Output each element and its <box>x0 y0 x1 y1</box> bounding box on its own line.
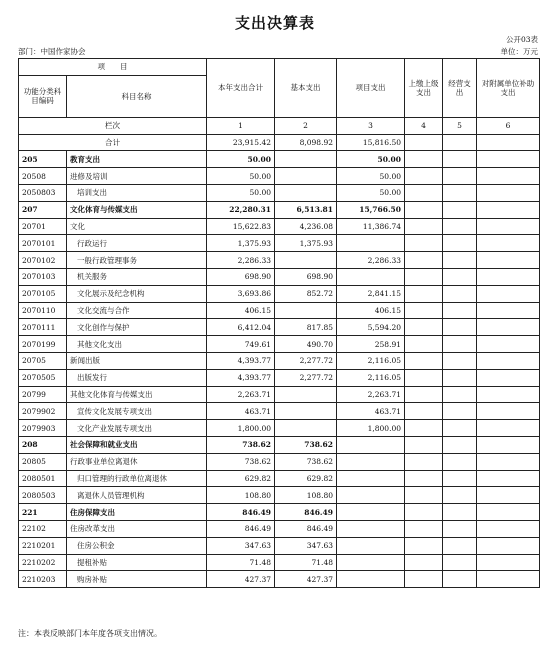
func-code-cell: 2070103 <box>19 268 67 285</box>
amount-cell: 15,766.50 <box>337 201 405 218</box>
amount-cell: 108.80 <box>207 487 275 504</box>
report-meta <box>18 46 538 57</box>
subject-name-cell: 教育支出 <box>67 151 207 168</box>
func-code-cell: 20805 <box>19 453 67 470</box>
table-row <box>19 520 540 537</box>
amount-cell <box>477 453 540 470</box>
amount-cell <box>443 201 477 218</box>
amount-cell <box>443 487 477 504</box>
table-row <box>19 537 540 554</box>
subject-name-cell: 提租补贴 <box>67 554 207 571</box>
func-code-cell: 2210201 <box>19 537 67 554</box>
total-value: 15,816.50 <box>337 134 405 151</box>
amount-cell: 1,800.00 <box>207 420 275 437</box>
amount-cell <box>477 369 540 386</box>
amount-cell: 50.00 <box>337 168 405 185</box>
func-code-cell: 2070505 <box>19 369 67 386</box>
table-row <box>19 554 540 571</box>
amount-cell: 629.82 <box>207 470 275 487</box>
footnote: 注：本表反映部门本年度各项支出情况。 <box>18 629 162 638</box>
amount-cell <box>337 235 405 252</box>
amount-cell <box>443 218 477 235</box>
subject-name-cell: 文化展示及纪念机构 <box>67 285 207 302</box>
func-code-cell: 2079902 <box>19 403 67 420</box>
amount-cell: 406.15 <box>337 302 405 319</box>
amount-cell: 50.00 <box>207 168 275 185</box>
amount-cell: 2,841.15 <box>337 285 405 302</box>
header-col-subsidy: 对附属单位补助支出 <box>477 59 540 118</box>
amount-cell: 1,375.93 <box>275 235 337 252</box>
subject-name-cell: 文化交流与合作 <box>67 302 207 319</box>
func-code-cell: 20705 <box>19 352 67 369</box>
amount-cell: 2,263.71 <box>207 386 275 403</box>
amount-cell <box>337 554 405 571</box>
subject-name-cell: 住房公积金 <box>67 537 207 554</box>
subject-name-cell: 行政运行 <box>67 235 207 252</box>
total-row <box>19 134 540 151</box>
amount-cell <box>405 319 443 336</box>
subject-name-cell: 离退休人员管理机构 <box>67 487 207 504</box>
amount-cell: 347.63 <box>275 537 337 554</box>
subject-name-cell: 其他文化支出 <box>67 336 207 353</box>
amount-cell <box>405 470 443 487</box>
subject-name-cell: 归口管理的行政单位离退休 <box>67 470 207 487</box>
amount-cell <box>275 420 337 437</box>
col-num-3: 3 <box>337 117 405 134</box>
table-row <box>19 369 540 386</box>
amount-cell <box>405 487 443 504</box>
amount-cell <box>443 537 477 554</box>
amount-cell <box>477 571 540 588</box>
amount-cell <box>443 520 477 537</box>
amount-cell <box>477 302 540 319</box>
func-code-cell: 20508 <box>19 168 67 185</box>
amount-cell: 738.62 <box>275 436 337 453</box>
amount-cell: 4,393.77 <box>207 369 275 386</box>
amount-cell <box>477 537 540 554</box>
func-code-cell: 2070110 <box>19 302 67 319</box>
amount-cell: 50.00 <box>207 184 275 201</box>
amount-cell <box>443 336 477 353</box>
amount-cell <box>443 352 477 369</box>
func-code-cell: 20701 <box>19 218 67 235</box>
amount-cell <box>337 453 405 470</box>
amount-cell: 846.49 <box>275 504 337 521</box>
amount-cell <box>477 470 540 487</box>
amount-cell <box>405 436 443 453</box>
amount-cell <box>477 386 540 403</box>
amount-cell: 3,693.86 <box>207 285 275 302</box>
amount-cell: 406.15 <box>207 302 275 319</box>
amount-cell: 347.63 <box>207 537 275 554</box>
table-row <box>19 268 540 285</box>
amount-cell <box>443 571 477 588</box>
table-row <box>19 504 540 521</box>
col-num-1: 1 <box>207 117 275 134</box>
amount-cell: 22,280.31 <box>207 201 275 218</box>
header-col-basic: 基本支出 <box>275 59 337 118</box>
amount-cell <box>405 252 443 269</box>
amount-cell <box>477 436 540 453</box>
col-num-5: 5 <box>443 117 477 134</box>
amount-cell <box>337 520 405 537</box>
amount-cell: 2,263.71 <box>337 386 405 403</box>
amount-cell: 698.90 <box>207 268 275 285</box>
amount-cell <box>337 571 405 588</box>
amount-cell: 1,375.93 <box>207 235 275 252</box>
func-code-cell: 2080503 <box>19 487 67 504</box>
amount-cell <box>443 453 477 470</box>
amount-cell: 2,116.05 <box>337 352 405 369</box>
amount-cell <box>405 268 443 285</box>
table-row <box>19 319 540 336</box>
func-code-cell: 2070101 <box>19 235 67 252</box>
amount-cell <box>443 184 477 201</box>
total-value <box>405 134 443 151</box>
amount-cell <box>443 386 477 403</box>
table-row <box>19 285 540 302</box>
amount-cell <box>477 352 540 369</box>
amount-cell <box>337 268 405 285</box>
col-num-4: 4 <box>405 117 443 134</box>
subject-name-cell: 新闻出版 <box>67 352 207 369</box>
amount-cell <box>443 554 477 571</box>
subject-name-cell: 进修及培训 <box>67 168 207 185</box>
amount-cell <box>405 184 443 201</box>
table-row <box>19 201 540 218</box>
amount-cell <box>477 268 540 285</box>
amount-cell <box>275 252 337 269</box>
amount-cell: 427.37 <box>207 571 275 588</box>
amount-cell: 817.85 <box>275 319 337 336</box>
func-code-cell: 2070102 <box>19 252 67 269</box>
amount-cell: 6,513.81 <box>275 201 337 218</box>
header-col-business: 经营支出 <box>443 59 477 118</box>
amount-cell <box>443 268 477 285</box>
total-value: 23,915.42 <box>207 134 275 151</box>
amount-cell <box>405 218 443 235</box>
func-code-cell: 2079903 <box>19 420 67 437</box>
subject-name-cell: 文化体育与传媒支出 <box>67 201 207 218</box>
report-title: 支出决算表 <box>234 14 315 32</box>
amount-cell: 852.72 <box>275 285 337 302</box>
subject-name-cell: 出版发行 <box>67 369 207 386</box>
total-value <box>443 134 477 151</box>
subject-name-cell: 一般行政管理事务 <box>67 252 207 269</box>
total-value: 8,098.92 <box>275 134 337 151</box>
amount-cell <box>405 151 443 168</box>
amount-cell: 846.49 <box>207 504 275 521</box>
table-row <box>19 168 540 185</box>
expenditure-table <box>18 58 540 588</box>
table-row <box>19 336 540 353</box>
amount-cell <box>443 504 477 521</box>
subject-name-cell: 住房保障支出 <box>67 504 207 521</box>
amount-cell <box>405 420 443 437</box>
func-code-cell: 207 <box>19 201 67 218</box>
amount-cell: 11,386.74 <box>337 218 405 235</box>
func-code-cell: 205 <box>19 151 67 168</box>
table-row <box>19 184 540 201</box>
func-code-cell: 2050803 <box>19 184 67 201</box>
amount-cell <box>405 504 443 521</box>
amount-cell: 738.62 <box>207 436 275 453</box>
amount-cell <box>477 235 540 252</box>
table-row <box>19 487 540 504</box>
amount-cell <box>443 470 477 487</box>
amount-cell <box>405 537 443 554</box>
table-row <box>19 302 540 319</box>
amount-cell <box>337 470 405 487</box>
amount-cell <box>477 420 540 437</box>
subject-name-cell: 宣传文化发展专项支出 <box>67 403 207 420</box>
subject-name-cell: 文化 <box>67 218 207 235</box>
amount-cell <box>405 352 443 369</box>
amount-cell <box>405 302 443 319</box>
amount-cell: 738.62 <box>275 453 337 470</box>
amount-cell <box>405 403 443 420</box>
subject-name-cell: 其他文化体育与传媒支出 <box>67 386 207 403</box>
amount-cell: 71.48 <box>207 554 275 571</box>
amount-cell: 1,800.00 <box>337 420 405 437</box>
amount-cell <box>477 252 540 269</box>
amount-cell: 698.90 <box>275 268 337 285</box>
amount-cell <box>405 201 443 218</box>
amount-cell <box>275 302 337 319</box>
amount-cell: 738.62 <box>207 453 275 470</box>
table-row <box>19 470 540 487</box>
amount-cell <box>443 403 477 420</box>
col-num-6: 6 <box>477 117 540 134</box>
table-row <box>19 252 540 269</box>
amount-cell: 50.00 <box>207 151 275 168</box>
func-code-cell: 2070111 <box>19 319 67 336</box>
amount-cell: 50.00 <box>337 151 405 168</box>
amount-cell: 2,116.05 <box>337 369 405 386</box>
amount-cell <box>443 436 477 453</box>
amount-cell <box>405 235 443 252</box>
func-code-cell: 20799 <box>19 386 67 403</box>
table-row <box>19 436 540 453</box>
col-num-2: 2 <box>275 117 337 134</box>
amount-cell <box>477 487 540 504</box>
amount-cell: 108.80 <box>275 487 337 504</box>
form-code: 公开03表 <box>505 35 538 44</box>
row-label-cell: 栏次 <box>19 117 207 134</box>
amount-cell: 846.49 <box>275 520 337 537</box>
table-row <box>19 218 540 235</box>
amount-cell <box>477 319 540 336</box>
table-row <box>19 386 540 403</box>
amount-cell: 749.61 <box>207 336 275 353</box>
amount-cell: 5,594.20 <box>337 319 405 336</box>
amount-cell <box>477 201 540 218</box>
table-row <box>19 151 540 168</box>
subject-name-cell: 机关服务 <box>67 268 207 285</box>
func-code-cell: 2210203 <box>19 571 67 588</box>
amount-cell <box>405 554 443 571</box>
func-code-cell: 2070105 <box>19 285 67 302</box>
amount-cell <box>275 168 337 185</box>
table-row <box>19 403 540 420</box>
table-row <box>19 420 540 437</box>
table-row <box>19 571 540 588</box>
amount-cell <box>477 218 540 235</box>
amount-cell: 490.70 <box>275 336 337 353</box>
amount-cell <box>443 369 477 386</box>
table-row <box>19 453 540 470</box>
amount-cell <box>405 386 443 403</box>
amount-cell: 4,393.77 <box>207 352 275 369</box>
amount-cell <box>477 554 540 571</box>
total-value <box>477 134 540 151</box>
header-func-code: 功能分类科目编码 <box>19 75 67 117</box>
subject-name-cell: 购房补贴 <box>67 571 207 588</box>
amount-cell: 2,277.72 <box>275 369 337 386</box>
table-row <box>19 235 540 252</box>
amount-cell: 2,286.33 <box>337 252 405 269</box>
amount-cell <box>477 403 540 420</box>
header-col-upper: 上缴上级支出 <box>405 59 443 118</box>
amount-cell: 258.91 <box>337 336 405 353</box>
amount-cell <box>275 403 337 420</box>
amount-cell <box>443 252 477 269</box>
amount-cell <box>477 168 540 185</box>
amount-cell <box>443 235 477 252</box>
amount-cell: 4,236.08 <box>275 218 337 235</box>
amount-cell <box>275 184 337 201</box>
amount-cell <box>443 285 477 302</box>
amount-cell <box>477 285 540 302</box>
amount-cell <box>405 336 443 353</box>
subject-name-cell: 行政事业单位离退休 <box>67 453 207 470</box>
amount-cell <box>405 453 443 470</box>
amount-cell <box>443 420 477 437</box>
amount-cell: 2,277.72 <box>275 352 337 369</box>
amount-cell: 6,412.04 <box>207 319 275 336</box>
subject-name-cell: 住房改革支出 <box>67 520 207 537</box>
amount-cell <box>477 151 540 168</box>
amount-cell <box>477 504 540 521</box>
amount-cell <box>443 168 477 185</box>
amount-cell <box>405 285 443 302</box>
func-code-cell: 2210202 <box>19 554 67 571</box>
func-code-cell: 2080501 <box>19 470 67 487</box>
header-col-total: 本年支出合计 <box>207 59 275 118</box>
amount-cell <box>405 571 443 588</box>
subject-name-cell: 文化产业发展专项支出 <box>67 420 207 437</box>
amount-cell <box>405 369 443 386</box>
amount-cell <box>337 504 405 521</box>
department-label: 部门：中国作家协会 <box>18 47 86 56</box>
total-label: 合计 <box>19 134 207 151</box>
amount-cell: 427.37 <box>275 571 337 588</box>
header-subject-name: 科目名称 <box>67 75 207 117</box>
header-item: 项 目 <box>19 59 207 76</box>
amount-cell <box>477 184 540 201</box>
amount-cell: 71.48 <box>275 554 337 571</box>
table-row <box>19 352 540 369</box>
amount-cell <box>275 151 337 168</box>
amount-cell <box>405 520 443 537</box>
amount-cell <box>443 319 477 336</box>
func-code-cell: 2070199 <box>19 336 67 353</box>
amount-cell <box>275 386 337 403</box>
amount-cell: 15,622.83 <box>207 218 275 235</box>
amount-cell <box>337 537 405 554</box>
amount-cell: 846.49 <box>207 520 275 537</box>
func-code-cell: 22102 <box>19 520 67 537</box>
amount-cell <box>337 436 405 453</box>
amount-cell <box>443 302 477 319</box>
amount-cell: 463.71 <box>337 403 405 420</box>
amount-cell <box>405 168 443 185</box>
amount-cell <box>477 520 540 537</box>
amount-cell: 50.00 <box>337 184 405 201</box>
unit-label: 单位：万元 <box>500 47 538 56</box>
header-col-project: 项目支出 <box>337 59 405 118</box>
amount-cell <box>477 336 540 353</box>
subject-name-cell: 文化创作与保护 <box>67 319 207 336</box>
amount-cell <box>443 151 477 168</box>
amount-cell: 2,286.33 <box>207 252 275 269</box>
func-code-cell: 208 <box>19 436 67 453</box>
amount-cell <box>337 487 405 504</box>
amount-cell: 463.71 <box>207 403 275 420</box>
amount-cell: 629.82 <box>275 470 337 487</box>
subject-name-cell: 培训支出 <box>67 184 207 201</box>
subject-name-cell: 社会保障和就业支出 <box>67 436 207 453</box>
func-code-cell: 221 <box>19 504 67 521</box>
